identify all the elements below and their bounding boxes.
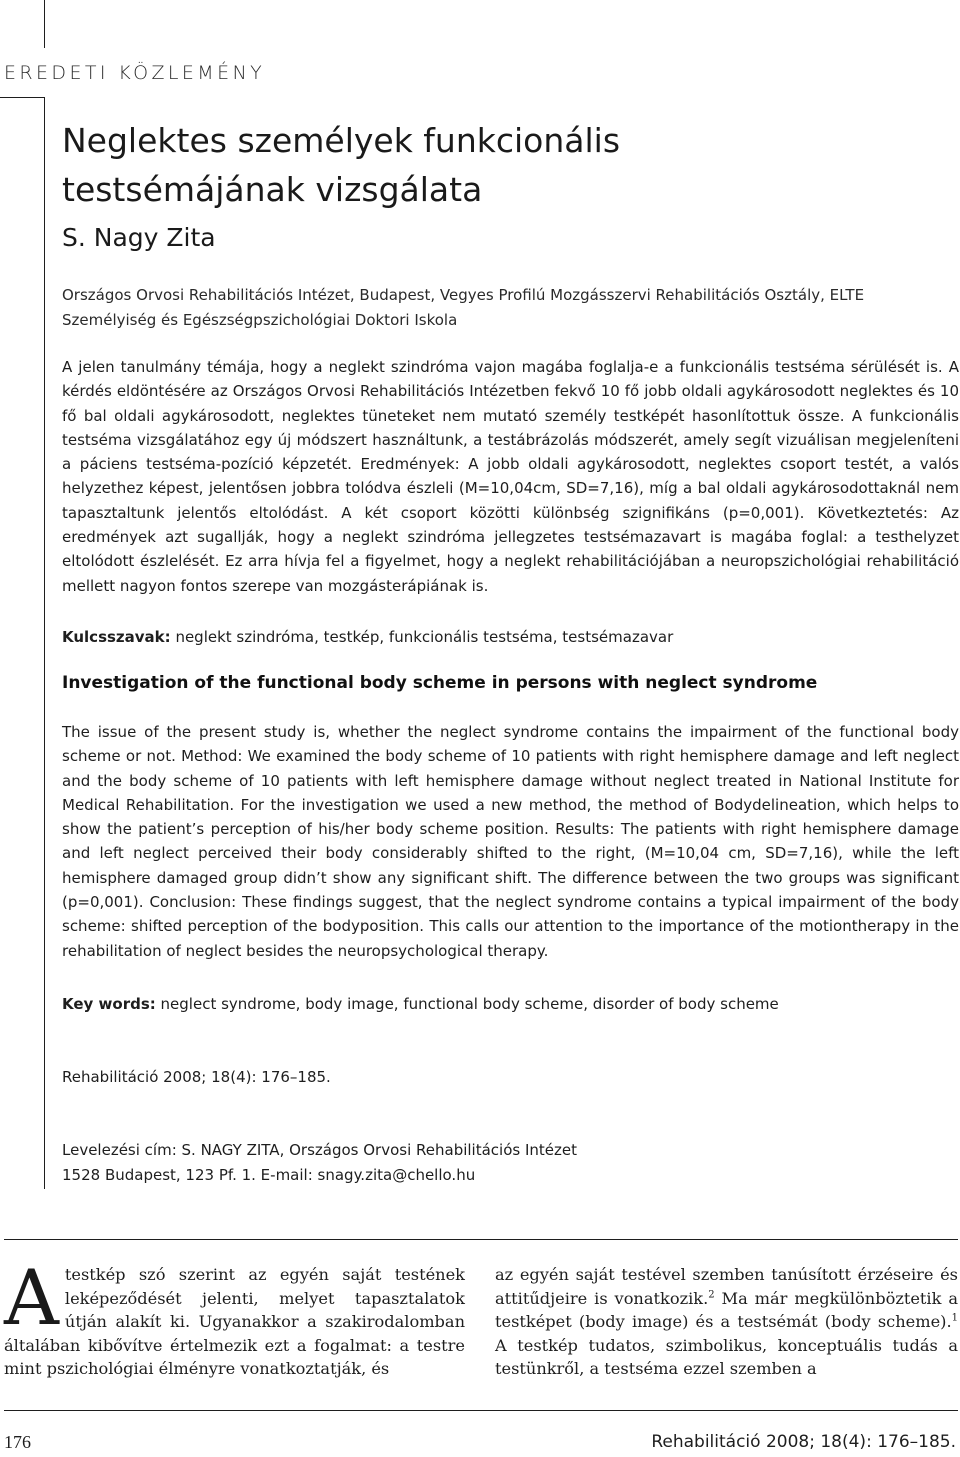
header-rule: [0, 97, 44, 98]
author-name: S. Nagy Zita: [62, 223, 216, 252]
correspondence-line-1: Levelezési cím: S. NAGY ZITA, Országos Orvosi Rehabilitációs Intézet: [62, 1141, 577, 1159]
keywords-english: [62, 992, 959, 1016]
body-right-text-1: az egyén saját testével szemben tanúsított érzéseire és attitűdjeire is vonatkozik.: [495, 1265, 958, 1308]
keywords-hungarian: [62, 625, 959, 649]
page-number: 176: [4, 1432, 31, 1452]
keywords-en-label: Key words:: [62, 995, 156, 1013]
keywords-hu-text: neglekt szindróma, testkép, funkcionális testséma, testsémazavar: [175, 628, 674, 646]
english-title: Investigation of the functional body scheme in persons with neglect syndrome: [62, 673, 818, 693]
affiliation: Országos Orvosi Rehabilitációs Intézet, Budapest, Vegyes Profilú Mozgásszervi Rehabilitációs Osztály, ELTE Személyiség és Egészségpszichológiai Doktori Iskola: [62, 286, 865, 329]
abstract-english: The issue of the present study is, whether the neglect syndrome contains the impairment of the functional body scheme or not. Method: We examined the body scheme of 10 patients with right hemisphere damage and left neglect and the body scheme of 10 patients with left hemisphere damage without neglect treated in National Institute for Medical Rehabilitation. For the investigation we used a new method, the method of Bodydelineation, which helps to show the patient’s perception of his/her body scheme position. Results: The patients with right hemisphere damage and left neglect perceived their body considerably shifted to the right, (M=10,04 cm, SD=7,16), while the left hemisphere damaged group didn’t show any significant shift. The difference between the two groups was significant (p=0,001). Conclusion: These findings suggest, that the neglect syndrome contains a typical impairment of the body scheme: shifted perception of the bodyposition. This calls our attention to the importance of the motiontherapy in the rehabilitation of neglect besides the neuropsychological therapy.: [62, 723, 959, 960]
keywords-en-text: neglect syndrome, body image, functional body scheme, disorder of body scheme: [160, 995, 779, 1013]
keywords-hu-label: Kulcsszavak:: [62, 628, 171, 646]
footer-rule: [4, 1410, 958, 1411]
body-right-text-3: A testkép tudatos, szimbolikus, konceptuális tudás a testünkről, a testséma ezzel szemben a: [495, 1335, 958, 1379]
body-left-text: testkép szó szerint az egyén saját testének leképeződését jelenti, melyet tapasztalatok útján alakít ki. Ugyanakkor a szakirodalomban általában kibővítve értelmezik ezt a fogalmat: a testre mint pszichológiai élményre vonatkoztatják, és: [4, 1265, 465, 1379]
abstract-hungarian: A jelen tanulmány témája, hogy a neglekt szindróma vajon magába foglalja-e a funkcionális testséma sérülését is. A kérdés eldöntésére az Országos Orvosi Rehabilitációs Intézetben fekvő 10 fő jobb oldali agykárosodott neglektes és 10 fő bal oldali agykárosodott, neglektes tüneteket nem mutató személy testképét hasonlítottuk össze. A funkcionális testséma vizsgálatához egy új módszert használtunk, a testábrázolás módszerét, amely segít vizuálisan megjeleníteni a páciens testséma-pozíció képzetét. Eredmények: A jobb oldali agykárosodott, neglektes csoport testét, a valós helyzethez képest, jelentősen jobbra tolódva észleli (M=10,04cm, SD=7,16), míg a bal oldali agykárosodottaknál nem tapasztaltunk jelentős eltolódást. A két csoport közötti különbség szignifikáns (p=0,001). Következtetés: Az eredmények azt sugallják, hogy a neglekt szindróma jellegzetes testsémazavart is magába foglal: a testhelyzet eltolódott észlelését. Ez arra hívja fel a figyelmet, hogy a neglekt rehabilitációjában a neuropszichológiai rehabilitáció mellett nagyon fontos szerepe van mozgásterápiának is.: [62, 358, 959, 595]
drop-cap: A: [4, 1253, 59, 1342]
top-vertical-rule: [44, 0, 45, 48]
citation: Rehabilitáció 2008; 18(4): 176–185.: [62, 1068, 331, 1086]
section-label: EREDETI KÖZLEMÉNY: [4, 62, 266, 84]
article-title: Neglektes személyek funkcionális testsémájának vizsgálata: [62, 121, 621, 209]
left-vertical-rule: [44, 97, 45, 1189]
body-separator-rule: [4, 1239, 958, 1240]
reference-2: 2: [708, 1289, 715, 1301]
correspondence-line-2: 1528 Budapest, 123 Pf. 1. E-mail: snagy.zita@chello.hu: [62, 1166, 476, 1184]
body-column-right: [495, 1263, 958, 1381]
reference-1: 1: [951, 1312, 958, 1324]
correspondence: [62, 1138, 762, 1188]
body-column-left: [4, 1253, 465, 1381]
body-right-text-2: Ma már megkülönböztetik a testképet (body image) és a testsémát (body scheme).: [495, 1288, 958, 1332]
footer-journal-ref: Rehabilitáció 2008; 18(4): 176–185.: [651, 1432, 956, 1452]
